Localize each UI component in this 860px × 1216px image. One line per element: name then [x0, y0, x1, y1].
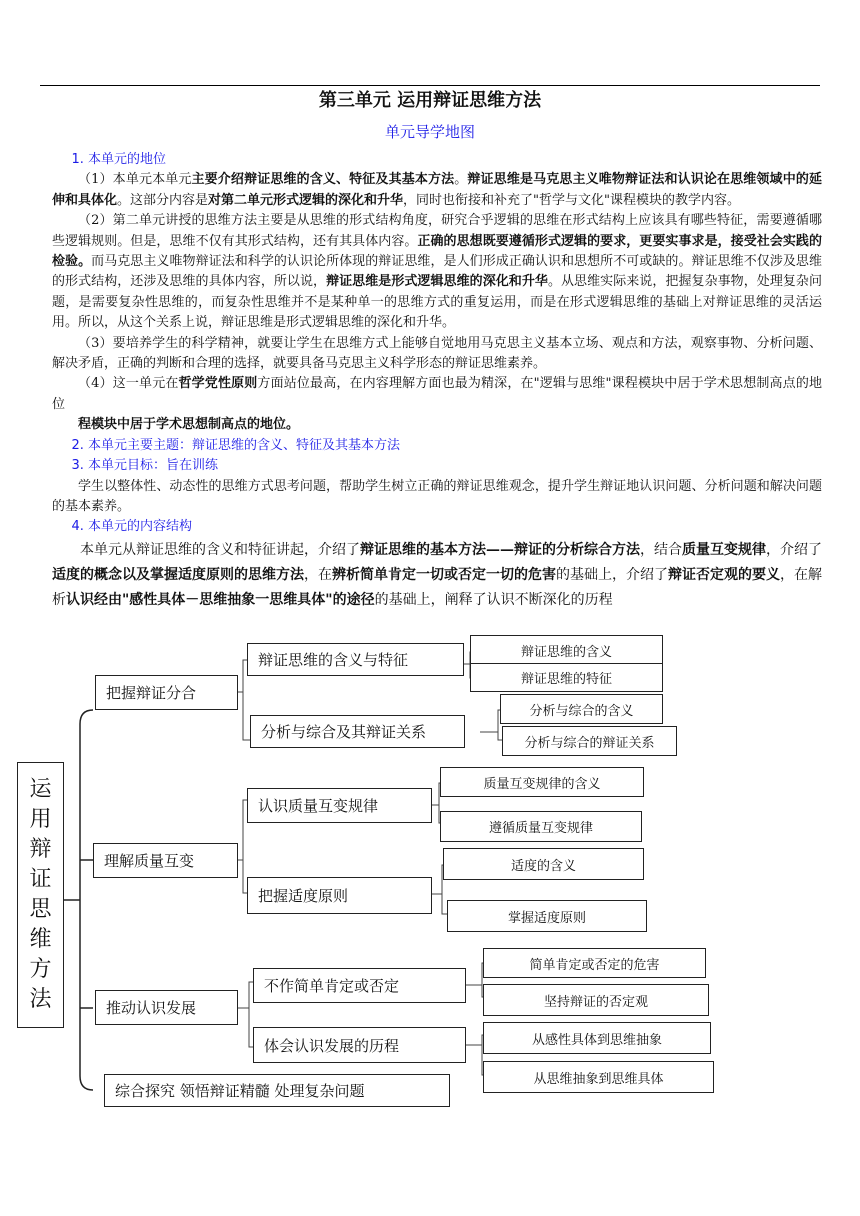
- leaf-node: 适度的含义: [443, 848, 644, 880]
- leaf-node: 分析与综合的含义: [500, 694, 663, 724]
- paragraph-4: （4）这一单元在哲学党性原则方面站位最高，在内容理解方面也最为精深，在"逻辑与思维"课程模块中居于学术思想制高点的地位: [52, 376, 822, 412]
- section-4-heading: 4. 本单元的内容结构: [71, 519, 193, 535]
- sub-node: 分析与综合及其辩证关系: [250, 715, 465, 748]
- leaf-node: 遵循质量互变规律: [440, 811, 642, 842]
- branch-node: 把握辩证分合: [95, 675, 238, 710]
- section-3-body: 学生以整体性、动态性的思维方式思考问题，帮助学生树立正确的辩证思维观念，提升学生辩证地认识问题、分析问题和解决问题的基本素养。: [52, 478, 822, 514]
- leaf-node: 辩证思维的含义: [470, 635, 663, 665]
- leaf-node: 坚持辩证的否定观: [483, 984, 709, 1016]
- section-4-body: 本单元从辩证思维的含义和特征讲起，介绍了辩证思维的基本方法——辩证的分析综合方法，结合质量互变规律，介绍了适度的概念以及掌握适度原则的思维方法，在辨析简单肯定一切或否定一切的危害的基础上，介绍了辩证否定观的要义，在解析认识经由"感性具体－思维抽象一思维具体"的途径的基础上，阐释了认识不断深化的历程: [52, 541, 822, 608]
- paragraph-1: （1）本单元本单元主要介绍辩证思维的含义、特征及其基本方法。辩证思维是马克思主义唯物辩证法和认识论在思维领域中的延伸和具体化。这部分内容是对第二单元形式逻辑的深化和升华，同时也衔接和补充了"哲学与文化"课程模块的教学内容。: [52, 172, 822, 208]
- header-rule: [40, 85, 820, 86]
- branch-node: 综合探究 领悟辩证精髓 处理复杂问题: [104, 1074, 450, 1107]
- content-structure-diagram: [0, 630, 860, 1120]
- paragraph-5: 程模块中居于学术思想制高点的地位。: [78, 417, 300, 433]
- page-subtitle: 单元导学地图: [384, 123, 475, 141]
- branch-node: 推动认识发展: [95, 990, 238, 1025]
- document-body: [52, 150, 822, 613]
- sub-node: 体会认识发展的历程: [253, 1027, 466, 1063]
- branch-node: 理解质量互变: [93, 843, 238, 878]
- leaf-node: 分析与综合的辩证关系: [502, 726, 677, 756]
- leaf-node: 简单肯定或否定的危害: [483, 948, 706, 978]
- sub-node: 认识质量互变规律: [247, 788, 432, 823]
- leaf-node: 辩证思维的特征: [470, 663, 663, 692]
- leaf-node: 掌握适度原则: [447, 900, 647, 932]
- leaf-node: 从思维抽象到思维具体: [483, 1061, 714, 1093]
- leaf-node: 质量互变规律的含义: [440, 767, 644, 797]
- sub-node: 辩证思维的含义与特征: [247, 643, 464, 676]
- page-title: 第三单元 运用辩证思维方法: [318, 90, 542, 111]
- section-3-heading: 3. 本单元目标：旨在训练: [71, 458, 219, 474]
- leaf-node: 从感性具体到思维抽象: [483, 1022, 711, 1054]
- sub-node: 不作简单肯定或否定: [253, 968, 466, 1003]
- section-1-heading: 1. 本单元的地位: [71, 152, 167, 167]
- section-2-heading: 2. 本单元主要主题：辩证思维的含义、特征及其基本方法: [71, 437, 401, 453]
- sub-node: 把握适度原则: [247, 877, 432, 914]
- diagram-root: 运用辩证思维方法: [17, 762, 64, 1028]
- paragraph-3: （3）要培养学生的科学精神，就要让学生在思维方式上能够自觉地用马克思主义基本立场、观点和方法，观察事物、分析问题、解决矛盾，正确的判断和合理的选择，就要具备马克思主义科学形态的辩证思维素养。: [52, 335, 822, 372]
- paragraph-2: （2）第二单元讲授的思维方法主要是从思维的形式结构角度，研究合乎逻辑的思维在形式结构上应该具有哪些特征，需要遵循哪些逻辑规则。但是，思维不仅有其形式结构，还有其具体内容。正确的思想既要遵循形式逻辑的要求，更要实事求是，接受社会实践的检验。而马克思主义唯物辩证法和科学的认识论所体现的辩证思维，是人们形成正确认识和思想所不可或缺的。辩证思维不仅涉及思维的形式结构，还涉及思维的具体内容，所以说，辩证思维是形式逻辑思维的深化和升华。从思维实际来说，把握复杂事物，处理复杂问题，是需要复杂性思维的，而复杂性思维并不是某种单一的思维方式的重复运用，而是在形式逻辑思维的基础上对辩证思维的灵活运用。所以，从这个关系上说，辩证思维是形式逻辑思维的深化和升华。: [52, 213, 822, 331]
